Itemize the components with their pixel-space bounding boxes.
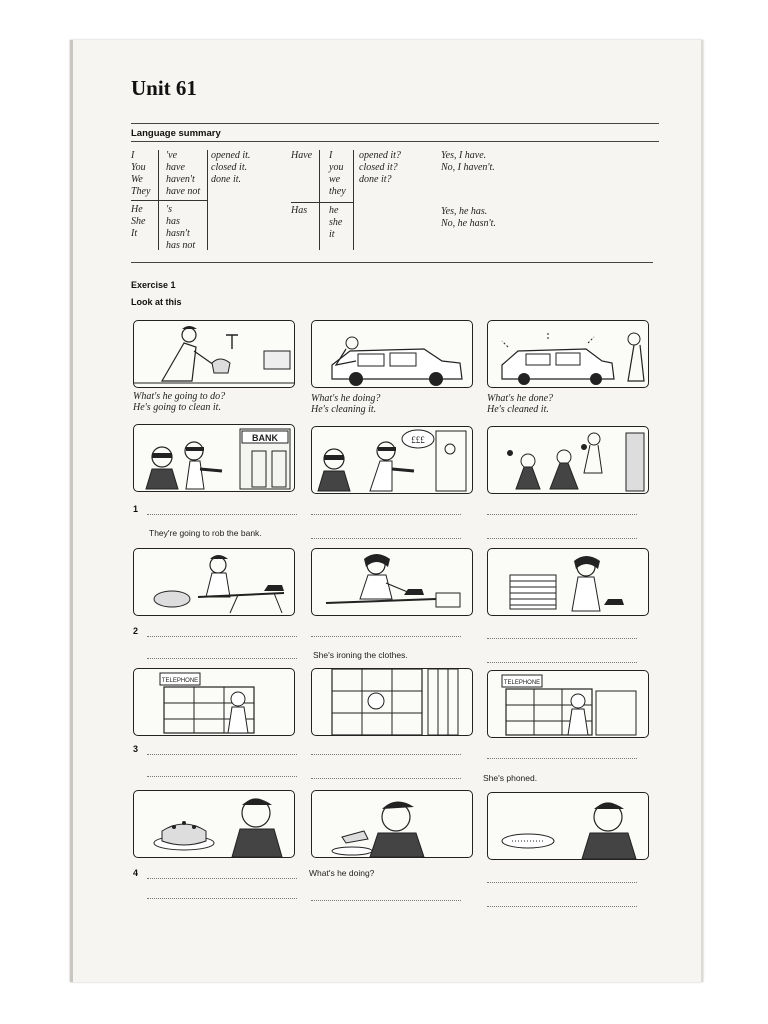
language-summary-heading: Language summary: [131, 128, 221, 139]
auxiliary-has: 's has hasn't has not: [166, 204, 196, 251]
unit-title: Unit 61: [131, 76, 197, 100]
telephone-panel-2: [311, 668, 473, 736]
short-answers-have: Yes, I have. No, I haven't.: [441, 150, 495, 173]
example-panel-cleaning: [311, 320, 473, 388]
summary-header-rule: [131, 141, 659, 142]
answer-line[interactable]: [147, 878, 297, 879]
exercise-subtitle: Look at this: [131, 297, 182, 307]
clean-shiny-car-illustration: [488, 321, 648, 387]
cake-panel-1: [133, 790, 295, 858]
question-pronouns-plural: I you we they: [329, 150, 346, 197]
answer-line[interactable]: [487, 758, 637, 759]
item-number-3: 3: [133, 744, 139, 754]
past-participles: opened it. closed it. done it.: [211, 150, 251, 185]
auxiliary-have: 've have haven't have not: [166, 150, 201, 197]
cake-panel-3: [487, 792, 649, 860]
table-divider: [131, 200, 207, 201]
man-washing-car-illustration: [134, 321, 294, 387]
answer-line[interactable]: [311, 514, 461, 515]
example-panel-cleaned: [487, 320, 649, 388]
question-participles: opened it? closed it? done it?: [359, 150, 401, 185]
bank-panel-1: [133, 424, 295, 492]
summary-top-rule: [131, 123, 659, 124]
money-sign-text: £££: [411, 435, 425, 445]
answer-row-2: She's ironing the clothes.: [313, 650, 408, 660]
short-answers-has: Yes, he has. No, he hasn't.: [441, 206, 496, 229]
example-caption-cleaning: What's he doing? He's cleaning it.: [311, 393, 381, 415]
telephone-sign-text: TELEPHONE: [161, 678, 199, 684]
item-number-2: 2: [133, 626, 139, 636]
subject-pronouns-singular: He She It: [131, 204, 146, 239]
table-divider: [207, 150, 208, 250]
woman-going-to-iron-illustration: [134, 549, 294, 615]
answer-line[interactable]: [487, 662, 637, 663]
woman-ironing-illustration: [312, 549, 472, 615]
table-divider: [353, 150, 354, 250]
man-eating-cake-illustration: [312, 791, 472, 857]
man-finished-cake-illustration: [488, 793, 648, 859]
workbook-page: [70, 40, 703, 982]
summary-bottom-rule: [131, 262, 653, 263]
question-pronouns-singular: he she it: [329, 205, 343, 240]
exercise-title: Exercise 1: [131, 280, 176, 290]
answer-line[interactable]: [487, 638, 637, 639]
answer-line[interactable]: [311, 538, 461, 539]
woman-finished-ironing-illustration: [488, 549, 648, 615]
answer-row-1: They're going to rob the bank.: [149, 528, 262, 538]
example-panel-going-to-clean: [133, 320, 295, 388]
robbers-running-away-illustration: [488, 427, 648, 493]
telephone-panel-1: [133, 668, 295, 736]
telephone-sign-text: TELEPHONE: [503, 680, 541, 686]
answer-line[interactable]: [487, 906, 637, 907]
answer-line[interactable]: [311, 778, 461, 779]
robbers-entering-bank-illustration: [312, 427, 472, 493]
answer-line[interactable]: [487, 514, 637, 515]
ironing-panel-1: [133, 548, 295, 616]
answer-row-4: What's he doing?: [309, 868, 375, 878]
item-number-1: 1: [133, 504, 139, 514]
question-have: Have: [291, 150, 313, 161]
answer-line[interactable]: [147, 898, 297, 899]
robbers-outside-bank-illustration: [134, 425, 294, 491]
answer-line[interactable]: [147, 514, 297, 515]
example-caption-cleaned: What's he done? He's cleaned it.: [487, 393, 554, 415]
answer-line[interactable]: [311, 636, 461, 637]
item-number-4: 4: [133, 868, 139, 878]
table-divider: [291, 202, 353, 203]
answer-line[interactable]: [147, 776, 297, 777]
woman-approaching-phone-box-illustration: [134, 669, 294, 735]
answer-line[interactable]: [487, 538, 637, 539]
telephone-panel-3: [487, 670, 649, 738]
woman-phoning-illustration: [312, 669, 472, 735]
bank-panel-2: [311, 426, 473, 494]
question-has: Has: [291, 205, 308, 216]
woman-leaving-phone-box-illustration: [488, 671, 648, 737]
answer-line[interactable]: [487, 882, 637, 883]
answer-line[interactable]: [147, 754, 297, 755]
answer-line[interactable]: [147, 636, 297, 637]
answer-row-3: She's phoned.: [483, 773, 538, 783]
answer-line[interactable]: [311, 754, 461, 755]
cake-panel-2: [311, 790, 473, 858]
man-looking-at-cake-illustration: [134, 791, 294, 857]
ironing-panel-3: [487, 548, 649, 616]
answer-line[interactable]: [311, 900, 461, 901]
ironing-panel-2: [311, 548, 473, 616]
example-caption-going-to-clean: What's he going to do? He's going to clean it.: [133, 391, 226, 413]
subject-pronouns-plural: I You We They: [131, 150, 151, 197]
answer-line[interactable]: [147, 658, 297, 659]
bank-sign-text: BANK: [252, 433, 278, 443]
table-divider: [319, 150, 320, 250]
man-cleaning-car-illustration: [312, 321, 472, 387]
bank-panel-3: [487, 426, 649, 494]
